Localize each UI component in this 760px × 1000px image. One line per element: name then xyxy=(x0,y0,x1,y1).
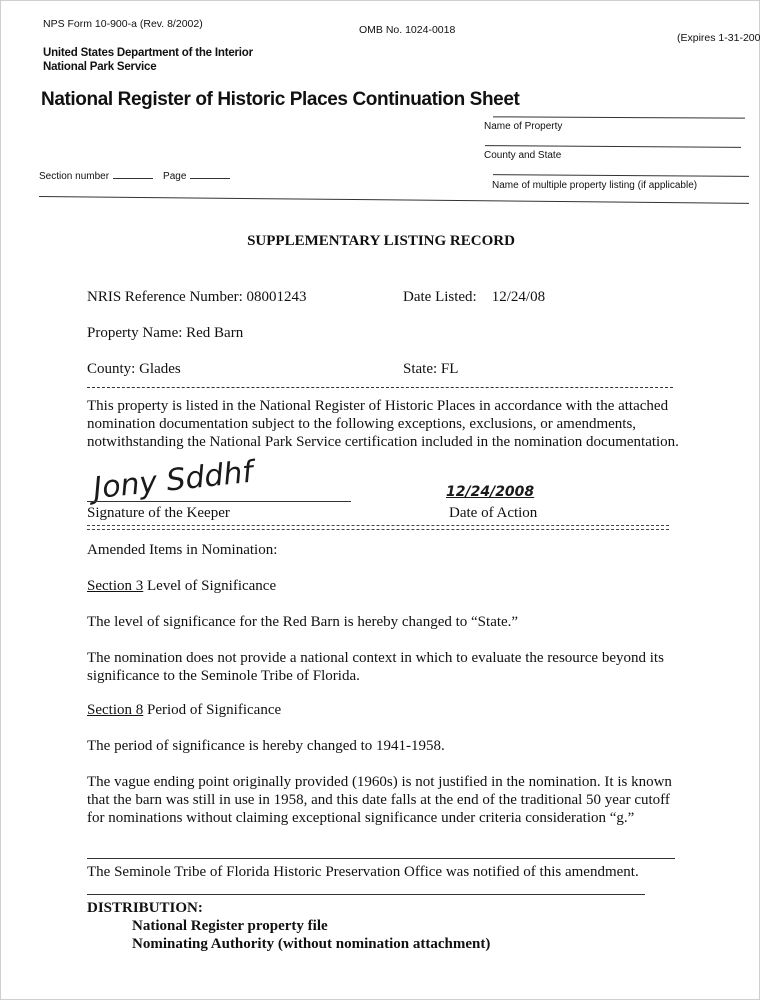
section-number-field[interactable] xyxy=(113,169,153,179)
notification-bottom-line xyxy=(87,894,645,895)
date-listed xyxy=(403,288,545,306)
distribution-item: National Register property file xyxy=(132,918,328,934)
listing-statement: This property is listed in the National Register of Historic Places in accordance with the attached nomination documentation subject to the following exceptions, exclusions, or amendments, notwithstanding the National Park Service certification included in the nomination documentation. xyxy=(87,398,679,450)
signature-line xyxy=(87,501,351,502)
signature-label: Signature of the Keeper xyxy=(87,505,230,521)
notification-text: The Seminole Tribe of Florida Historic Preservation Office was notified of this amendment. xyxy=(87,864,639,880)
name-of-property-label: Name of Property xyxy=(484,121,563,132)
section-3-link: Section 3 xyxy=(87,578,144,594)
section-8-paragraph-2: The vague ending point originally provided (1960s) is not justified in the nomination. It is known that the barn was still in use in 1958, and this date falls at the end of the traditional 50 year cutoff for nominations without claiming exceptional significance under criteria consideration “g.” xyxy=(87,774,672,826)
form-id: NPS Form 10-900-a (Rev. 8/2002) xyxy=(43,18,203,30)
section-8-link: Section 8 xyxy=(87,702,144,718)
state-label: State: xyxy=(403,361,438,377)
section-8-heading xyxy=(87,701,281,719)
date-of-action-handwritten: 12/24/2008 xyxy=(446,484,535,500)
section-page-row xyxy=(39,169,240,182)
header-divider xyxy=(39,196,749,204)
date-listed-value: 12/24/08 xyxy=(491,289,546,305)
distribution-heading: DISTRIBUTION: xyxy=(87,900,203,916)
distribution-item: Nominating Authority (without nomination attachment) xyxy=(132,936,491,952)
agency-name: National Park Service xyxy=(43,61,157,73)
nris-reference xyxy=(87,288,307,306)
multiple-listing-label: Name of multiple property listing (if applicable) xyxy=(492,180,698,191)
nris-label: NRIS Reference Number: xyxy=(87,289,243,305)
property-name-line xyxy=(493,116,745,118)
county xyxy=(87,360,181,378)
section-number-label: Section number xyxy=(39,171,110,182)
nris-value: 08001243 xyxy=(246,289,307,305)
dashed-divider xyxy=(87,387,673,388)
expiration: (Expires 1-31-200 xyxy=(677,32,760,44)
section-3-title: Level of Significance xyxy=(143,578,277,594)
page-label: Page xyxy=(163,171,187,182)
county-label: County: xyxy=(87,361,136,377)
multiple-listing-line xyxy=(493,174,749,177)
section-8-paragraph-1: The period of significance is hereby changed to 1941-1958. xyxy=(87,738,445,754)
section-8-title: Period of Significance xyxy=(143,702,282,718)
property-name xyxy=(87,324,243,342)
omb-number: OMB No. 1024-0018 xyxy=(359,24,456,36)
property-name-label: Property Name: xyxy=(87,325,183,341)
date-of-action-label: Date of Action xyxy=(449,505,538,521)
department-name: United States Department of the Interior xyxy=(43,47,253,59)
property-name-value: Red Barn xyxy=(186,325,244,341)
amended-items-intro: Amended Items in Nomination: xyxy=(87,542,278,558)
county-and-state-label: County and State xyxy=(484,150,562,161)
section-3-paragraph-2: The nomination does not provide a national context in which to evaluate the resource beyond its significance to the Seminole Tribe of Florida. xyxy=(87,650,664,684)
county-state-line xyxy=(485,145,741,148)
keeper-signature: Jony Sddhf xyxy=(91,454,255,507)
state xyxy=(403,360,458,378)
date-listed-label: Date Listed: xyxy=(403,289,477,305)
notification-top-line xyxy=(87,858,675,859)
county-value: Glades xyxy=(139,361,181,377)
section-3-heading xyxy=(87,577,276,595)
double-dashed-divider xyxy=(87,525,669,530)
section-3-paragraph-1: The level of significance for the Red Barn is hereby changed to “State.” xyxy=(87,614,519,630)
form-title: National Register of Historic Places Continuation Sheet xyxy=(41,89,520,110)
record-heading: SUPPLEMENTARY LISTING RECORD xyxy=(247,233,515,249)
page-field[interactable] xyxy=(190,169,230,179)
state-value: FL xyxy=(440,361,459,377)
department-block xyxy=(43,46,253,74)
